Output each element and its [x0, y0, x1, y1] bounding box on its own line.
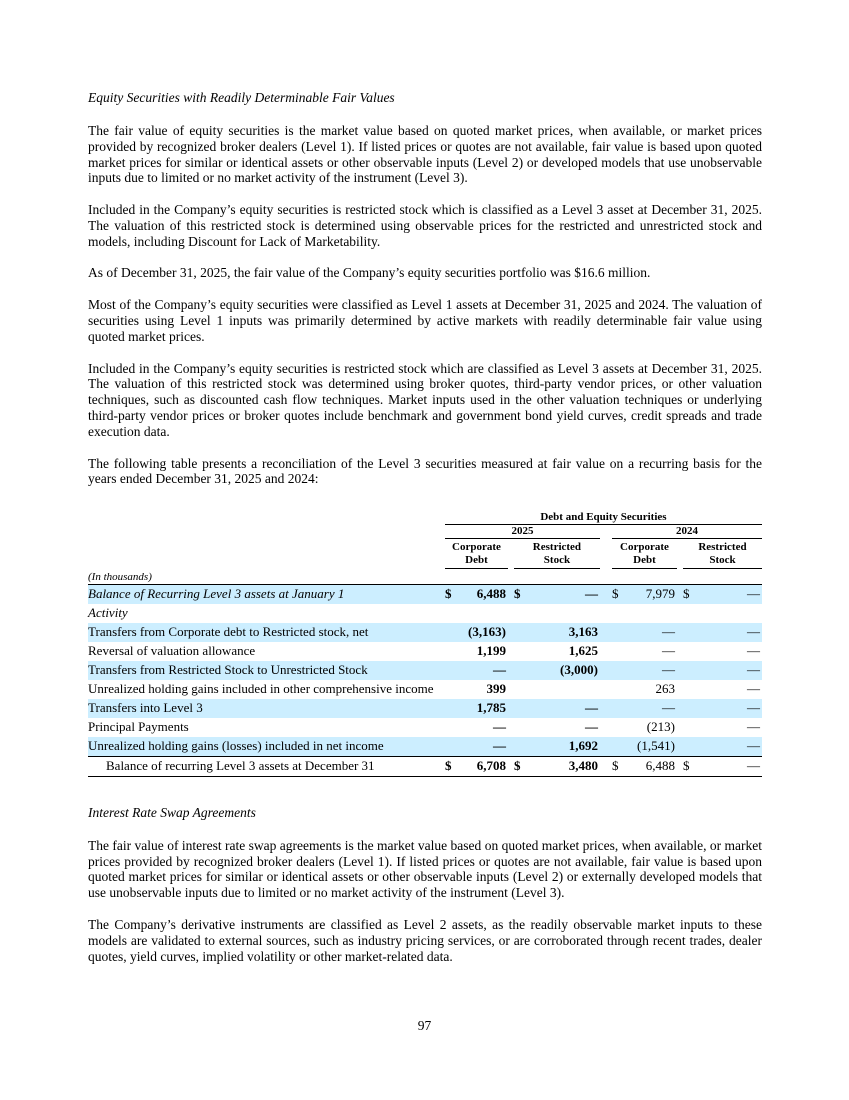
currency-cell [514, 718, 527, 737]
value-cell [625, 604, 677, 623]
currency-cell [683, 623, 696, 642]
table-stub-row [88, 569, 762, 585]
spacer-cell [435, 737, 445, 757]
table-year-row [88, 525, 762, 539]
table-title-row [88, 511, 762, 525]
currency-cell [612, 680, 625, 699]
year-header-2025: 2025 [445, 525, 600, 539]
spacer-cell [435, 718, 445, 737]
column-header-label: Restricted Stock [698, 541, 747, 566]
currency-cell [683, 718, 696, 737]
value-cell: (3,000) [527, 661, 600, 680]
spacer-cell [600, 737, 612, 757]
value-cell: (213) [646, 719, 675, 735]
table-row [88, 718, 762, 737]
section-heading-interest-rate-swap: Interest Rate Swap Agreements [88, 804, 256, 820]
value-cell: 3,480 [527, 756, 600, 776]
value-cell: — [625, 623, 677, 642]
value-cell: — [527, 699, 600, 718]
table-row [88, 756, 762, 776]
row-label: Transfers from Corporate debt to Restricted stock, net [88, 623, 435, 642]
currency-cell [612, 699, 625, 718]
currency-cell [683, 699, 696, 718]
currency-cell [514, 737, 527, 757]
spacer-cell [600, 525, 612, 539]
column-header [445, 539, 508, 569]
paragraph: The fair value of equity securities is the market value based on quoted market prices, when available, or market prices provided by recognized broker dealers (Level 1). If listed prices or quotes are not available, fair value is based upon quoted market prices for similar or identical assets or other observable inputs (Level 2) or developed models that use unobservable inputs due to limited or no market activity of the instrument (Level 3). [88, 123, 762, 186]
currency-cell [514, 661, 527, 680]
value-cell: 3,163 [527, 623, 600, 642]
value-cell: — [696, 699, 762, 718]
table-row [88, 584, 762, 604]
spacer-cell [435, 584, 445, 604]
currency-cell [683, 680, 696, 699]
units-label: (In thousands) [88, 569, 435, 585]
row-label: Unrealized holding gains (losses) included in net income [88, 737, 435, 757]
value-cell: 1,692 [527, 737, 600, 757]
column-header [612, 539, 677, 569]
currency-cell [445, 737, 458, 757]
spacer-cell [600, 642, 612, 661]
spacer-cell [600, 604, 612, 623]
paragraph: The Company’s derivative instruments are classified as Level 2 assets, as the readily observable market inputs to these models are validated to external sources, such as industry pricing services, or are corroborated through recent trades, dealer quotes, yield curves, implied volatility or other market-related data. [88, 916, 762, 964]
value-cell [527, 680, 600, 699]
table-row [88, 623, 762, 642]
spacer-cell [600, 699, 612, 718]
currency-cell: $ [514, 584, 527, 604]
currency-cell [612, 661, 625, 680]
currency-cell [445, 642, 458, 661]
value-cell: (1,541) [625, 737, 677, 757]
value-cell: — [661, 643, 675, 659]
value-cell: — [625, 699, 677, 718]
table-title: Debt and Equity Securities [445, 511, 762, 525]
value-cell: — [696, 623, 762, 642]
value-cell: — [696, 756, 762, 776]
paragraph: Included in the Company’s equity securities is restricted stock which is classified as a Level 3 asset at December 31, 2025. The valuation of this restricted stock is determined using observable prices for the restricted and unrestricted stock and models, including Discount for Lack of Marketability. [88, 202, 762, 249]
currency-cell: $ [612, 584, 625, 604]
column-header [683, 539, 762, 569]
spacer-cell [88, 511, 445, 525]
spacer-cell [435, 642, 445, 661]
table-row [88, 699, 762, 718]
spacer-cell [435, 699, 445, 718]
page-number: 97 [417, 1018, 432, 1033]
row-label: Activity [88, 605, 128, 621]
currency-cell [445, 718, 458, 737]
spacer-cell [435, 569, 762, 585]
value-cell: — [492, 719, 506, 735]
currency-cell [514, 699, 527, 718]
currency-cell [445, 699, 458, 718]
row-label: Transfers into Level 3 [88, 699, 435, 718]
currency-cell: $ [683, 756, 696, 776]
currency-cell [445, 623, 458, 642]
value-cell: — [696, 737, 762, 757]
spacer-cell [600, 756, 612, 776]
paragraph: The fair value of interest rate swap agreements is the market value based on quoted market prices, when available, or market prices provided by recognized broker dealers (Level 1). If listed prices or quotes are not available, fair value is based upon quoted market prices for similar or identical assets or other observable inputs (Level 2) or externally developed models that use unobservable inputs due to limited or no market activity of the instrument (Level 3). [88, 837, 762, 901]
row-label: Transfers from Restricted Stock to Unrestricted Stock [88, 661, 435, 680]
row-label: Balance of recurring Level 3 assets at December 31 [88, 756, 435, 776]
value-cell: 7,979 [625, 584, 677, 604]
row-label: Principal Payments [88, 719, 189, 735]
spacer-cell [435, 604, 445, 623]
value-cell: — [747, 643, 760, 659]
spacer-cell [600, 680, 612, 699]
currency-cell [612, 718, 625, 737]
row-label: Unrealized holding gains included in other comprehensive income [88, 681, 434, 697]
spacer-cell [600, 623, 612, 642]
currency-cell [445, 680, 458, 699]
value-cell [527, 604, 600, 623]
table-row [88, 661, 762, 680]
paragraph: Most of the Company’s equity securities were classified as Level 1 assets at December 31, 2025 and 2024. The valuation of securities using Level 1 inputs was primarily determined by active markets with readily determinable fair value using quoted market prices. [88, 297, 762, 344]
spacer-cell [88, 525, 445, 539]
value-cell: — [584, 719, 598, 735]
currency-cell: $ [514, 756, 527, 776]
currency-cell: $ [445, 756, 458, 776]
spacer-cell [435, 661, 445, 680]
spacer-cell [600, 584, 612, 604]
currency-cell [514, 642, 527, 661]
currency-cell [683, 737, 696, 757]
currency-cell: $ [445, 584, 458, 604]
column-header-label: Corporate Debt [620, 541, 669, 566]
value-cell [458, 604, 508, 623]
currency-cell [514, 623, 527, 642]
value-cell: — [458, 661, 508, 680]
value-cell: — [625, 661, 677, 680]
paragraph: Included in the Company’s equity securities is restricted stock which are classified as Level 3 assets at December 31, 2025. The valuation of this restricted stock was determined using broker quotes, third-party vendor prices, or other valuation techniques, such as discounted cash flow techniques. Market inputs used in the other valuation techniques or underlying third-party vendor prices or broker quotes include benchmark and government bond yield curves, credit spreads and trade execution data. [88, 360, 762, 439]
value-cell: 263 [655, 681, 675, 697]
spacer-cell [435, 623, 445, 642]
paragraph-table-intro: The following table presents a reconciliation of the Level 3 securities measured at fair value on a recurring basis for the years ended December 31, 2025 and 2024: [88, 455, 762, 487]
table-row [88, 642, 762, 661]
year-header-2024: 2024 [612, 525, 762, 539]
spacer-cell [435, 680, 445, 699]
currency-cell [445, 661, 458, 680]
value-cell: 6,488 [625, 756, 677, 776]
spacer-cell [435, 756, 445, 776]
value-cell: 1,199 [476, 643, 506, 659]
value-cell: 1,785 [458, 699, 508, 718]
spacer-cell [600, 718, 612, 737]
value-cell: — [527, 584, 600, 604]
level3-reconciliation-table [88, 511, 762, 777]
currency-cell [445, 604, 458, 623]
paragraph: As of December 31, 2025, the fair value of the Company’s equity securities portfolio was $16.6 million. [88, 265, 651, 281]
row-label: Reversal of valuation allowance [88, 643, 256, 659]
currency-cell [514, 680, 527, 699]
spacer-cell [600, 661, 612, 680]
value-cell: — [747, 719, 760, 735]
column-header-label: Restricted Stock [532, 541, 582, 566]
currency-cell [612, 604, 625, 623]
currency-cell: $ [683, 584, 696, 604]
currency-cell [612, 737, 625, 757]
currency-cell [612, 642, 625, 661]
column-header [514, 539, 600, 569]
currency-cell [612, 623, 625, 642]
currency-cell [683, 604, 696, 623]
table-row [88, 680, 762, 699]
value-cell: 399 [486, 681, 506, 697]
table-row [88, 604, 762, 623]
table-column-header-row [88, 539, 762, 569]
spacer-cell [600, 539, 612, 569]
value-cell: 6,708 [458, 756, 508, 776]
value-cell: 6,488 [458, 584, 508, 604]
currency-cell [683, 642, 696, 661]
currency-cell: $ [612, 756, 625, 776]
level3-table-rows [88, 584, 762, 776]
section-heading-equity-securities: Equity Securities with Readily Determinable Fair Values [88, 90, 395, 105]
value-cell [696, 604, 762, 623]
column-header-label: Corporate Debt [452, 541, 501, 566]
value-cell: — [696, 661, 762, 680]
value-cell: — [747, 681, 760, 697]
value-cell: 1,625 [568, 643, 598, 659]
table-row [88, 737, 762, 757]
currency-cell [683, 661, 696, 680]
value-cell: — [458, 737, 508, 757]
value-cell: — [696, 584, 762, 604]
row-label: Balance of Recurring Level 3 assets at January 1 [88, 584, 435, 604]
spacer-cell [88, 539, 445, 569]
currency-cell [514, 604, 527, 623]
value-cell: (3,163) [458, 623, 508, 642]
